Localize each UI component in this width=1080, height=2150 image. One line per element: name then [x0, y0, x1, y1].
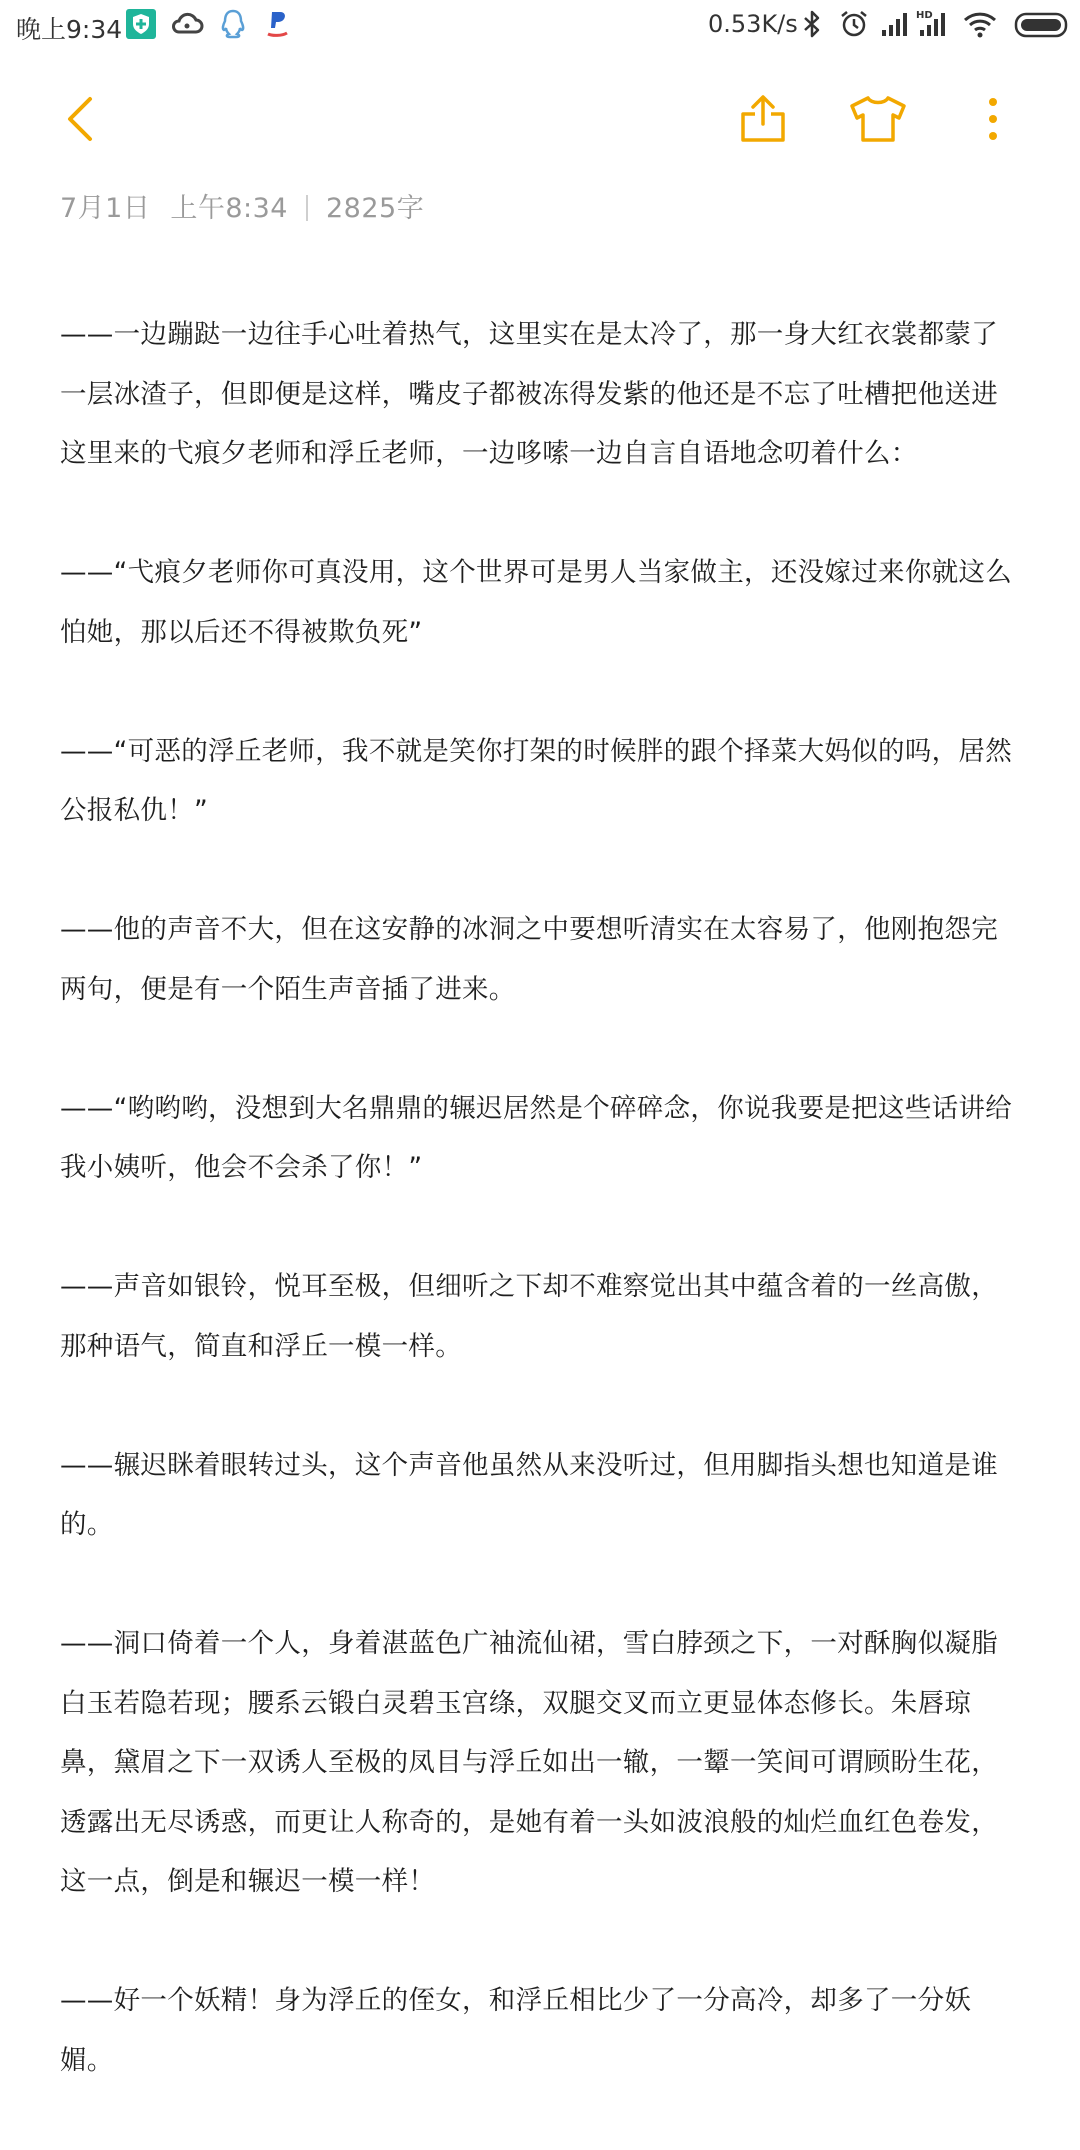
status-time: 晚上9:34	[16, 15, 123, 44]
paragraph: ——声音如银铃，悦耳至极，但细听之下却不难察觉出其中蕴含着的一丝高傲，那种语气，简直和浮丘一模一样。	[60, 1271, 998, 1362]
paragraph: ——“可恶的浮丘老师，我不就是笑你打架的时候胖的跟个择菜大妈似的吗，居然公报私仇！”	[60, 735, 1013, 826]
meta-divider	[306, 195, 308, 221]
note-date: 7月1日	[60, 193, 151, 224]
paragraph: ——他的声音不大，但在这安静的冰洞之中要想听清实在太容易了，他刚抱怨完两句，便是有一个陌生声音插了进来。	[60, 914, 998, 1005]
network-speed: 0.53K/s	[708, 10, 798, 38]
paragraph: ——洞口倚着一个人，身着湛蓝色广袖流仙裙，雪白脖颈之下，一对酥胸似凝脂白玉若隐若现；腰系云锻白灵碧玉宫绦，双腿交叉而立更显体态修长。朱唇琼鼻，黛眉之下一双诱人至极的凤目与浮丘如出一辙，一颦一笑间可谓顾盼生花，透露出无尽诱惑，而更让人称奇的，是她有着一头如波浪般的灿烂血红色卷发，这一点，倒是和辗迟一模一样！	[60, 1628, 998, 1897]
paragraph: ——“弋痕夕老师你可真没用，这个世界可是男人当家做主，还没嫁过来你就这么怕她，那以后还不得被欺负死”	[60, 557, 1013, 648]
note-time: 上午8:34	[170, 193, 288, 224]
back-icon	[62, 95, 98, 143]
share-button[interactable]	[728, 84, 798, 154]
shield-app-icon	[125, 8, 157, 40]
word-count: 2825字	[326, 193, 425, 224]
status-bar	[0, 0, 1080, 54]
note-content[interactable]	[60, 305, 1020, 2150]
back-button[interactable]	[45, 84, 115, 154]
note-toolbar	[0, 84, 1080, 154]
svg-text:HD: HD	[916, 10, 933, 21]
bluetooth-icon	[800, 8, 824, 40]
paragraph: ——辗迟眯着眼转过头，这个声音他虽然从来没听过，但用脚指头想也知道是谁的。	[60, 1449, 998, 1540]
cloud-icon	[170, 8, 204, 40]
note-meta	[60, 186, 424, 225]
alarm-icon	[838, 8, 870, 40]
battery-icon	[1014, 8, 1070, 40]
paragraph: ——好一个妖精！身为浮丘的侄女，和浮丘相比少了一分高冷，却多了一分妖媚。	[60, 1985, 972, 2076]
theme-button[interactable]	[843, 84, 913, 154]
paypal-app-icon	[262, 8, 292, 40]
more-button[interactable]	[958, 84, 1028, 154]
more-icon	[986, 96, 1000, 142]
theme-shirt-icon	[848, 94, 908, 144]
paragraph: ——一边蹦跶一边往手心吐着热气，这里实在是太冷了，那一身大红衣裳都蒙了一层冰渣子，但即便是这样，嘴皮子都被冻得发紫的他还是不忘了吐槽把他送进这里来的弋痕夕老师和浮丘老师，一边哆嗦一边自言自语地念叨着什么：	[60, 319, 998, 469]
paragraph: ——“哟哟哟，没想到大名鼎鼎的辗迟居然是个碎碎念，你说我要是把这些话讲给我小姨听，他会不会杀了你！”	[60, 1092, 1013, 1183]
share-icon	[738, 94, 788, 144]
signal-icon	[880, 8, 910, 40]
hd-signal-icon	[916, 8, 950, 40]
qq-icon	[218, 8, 248, 40]
wifi-icon	[962, 8, 998, 40]
